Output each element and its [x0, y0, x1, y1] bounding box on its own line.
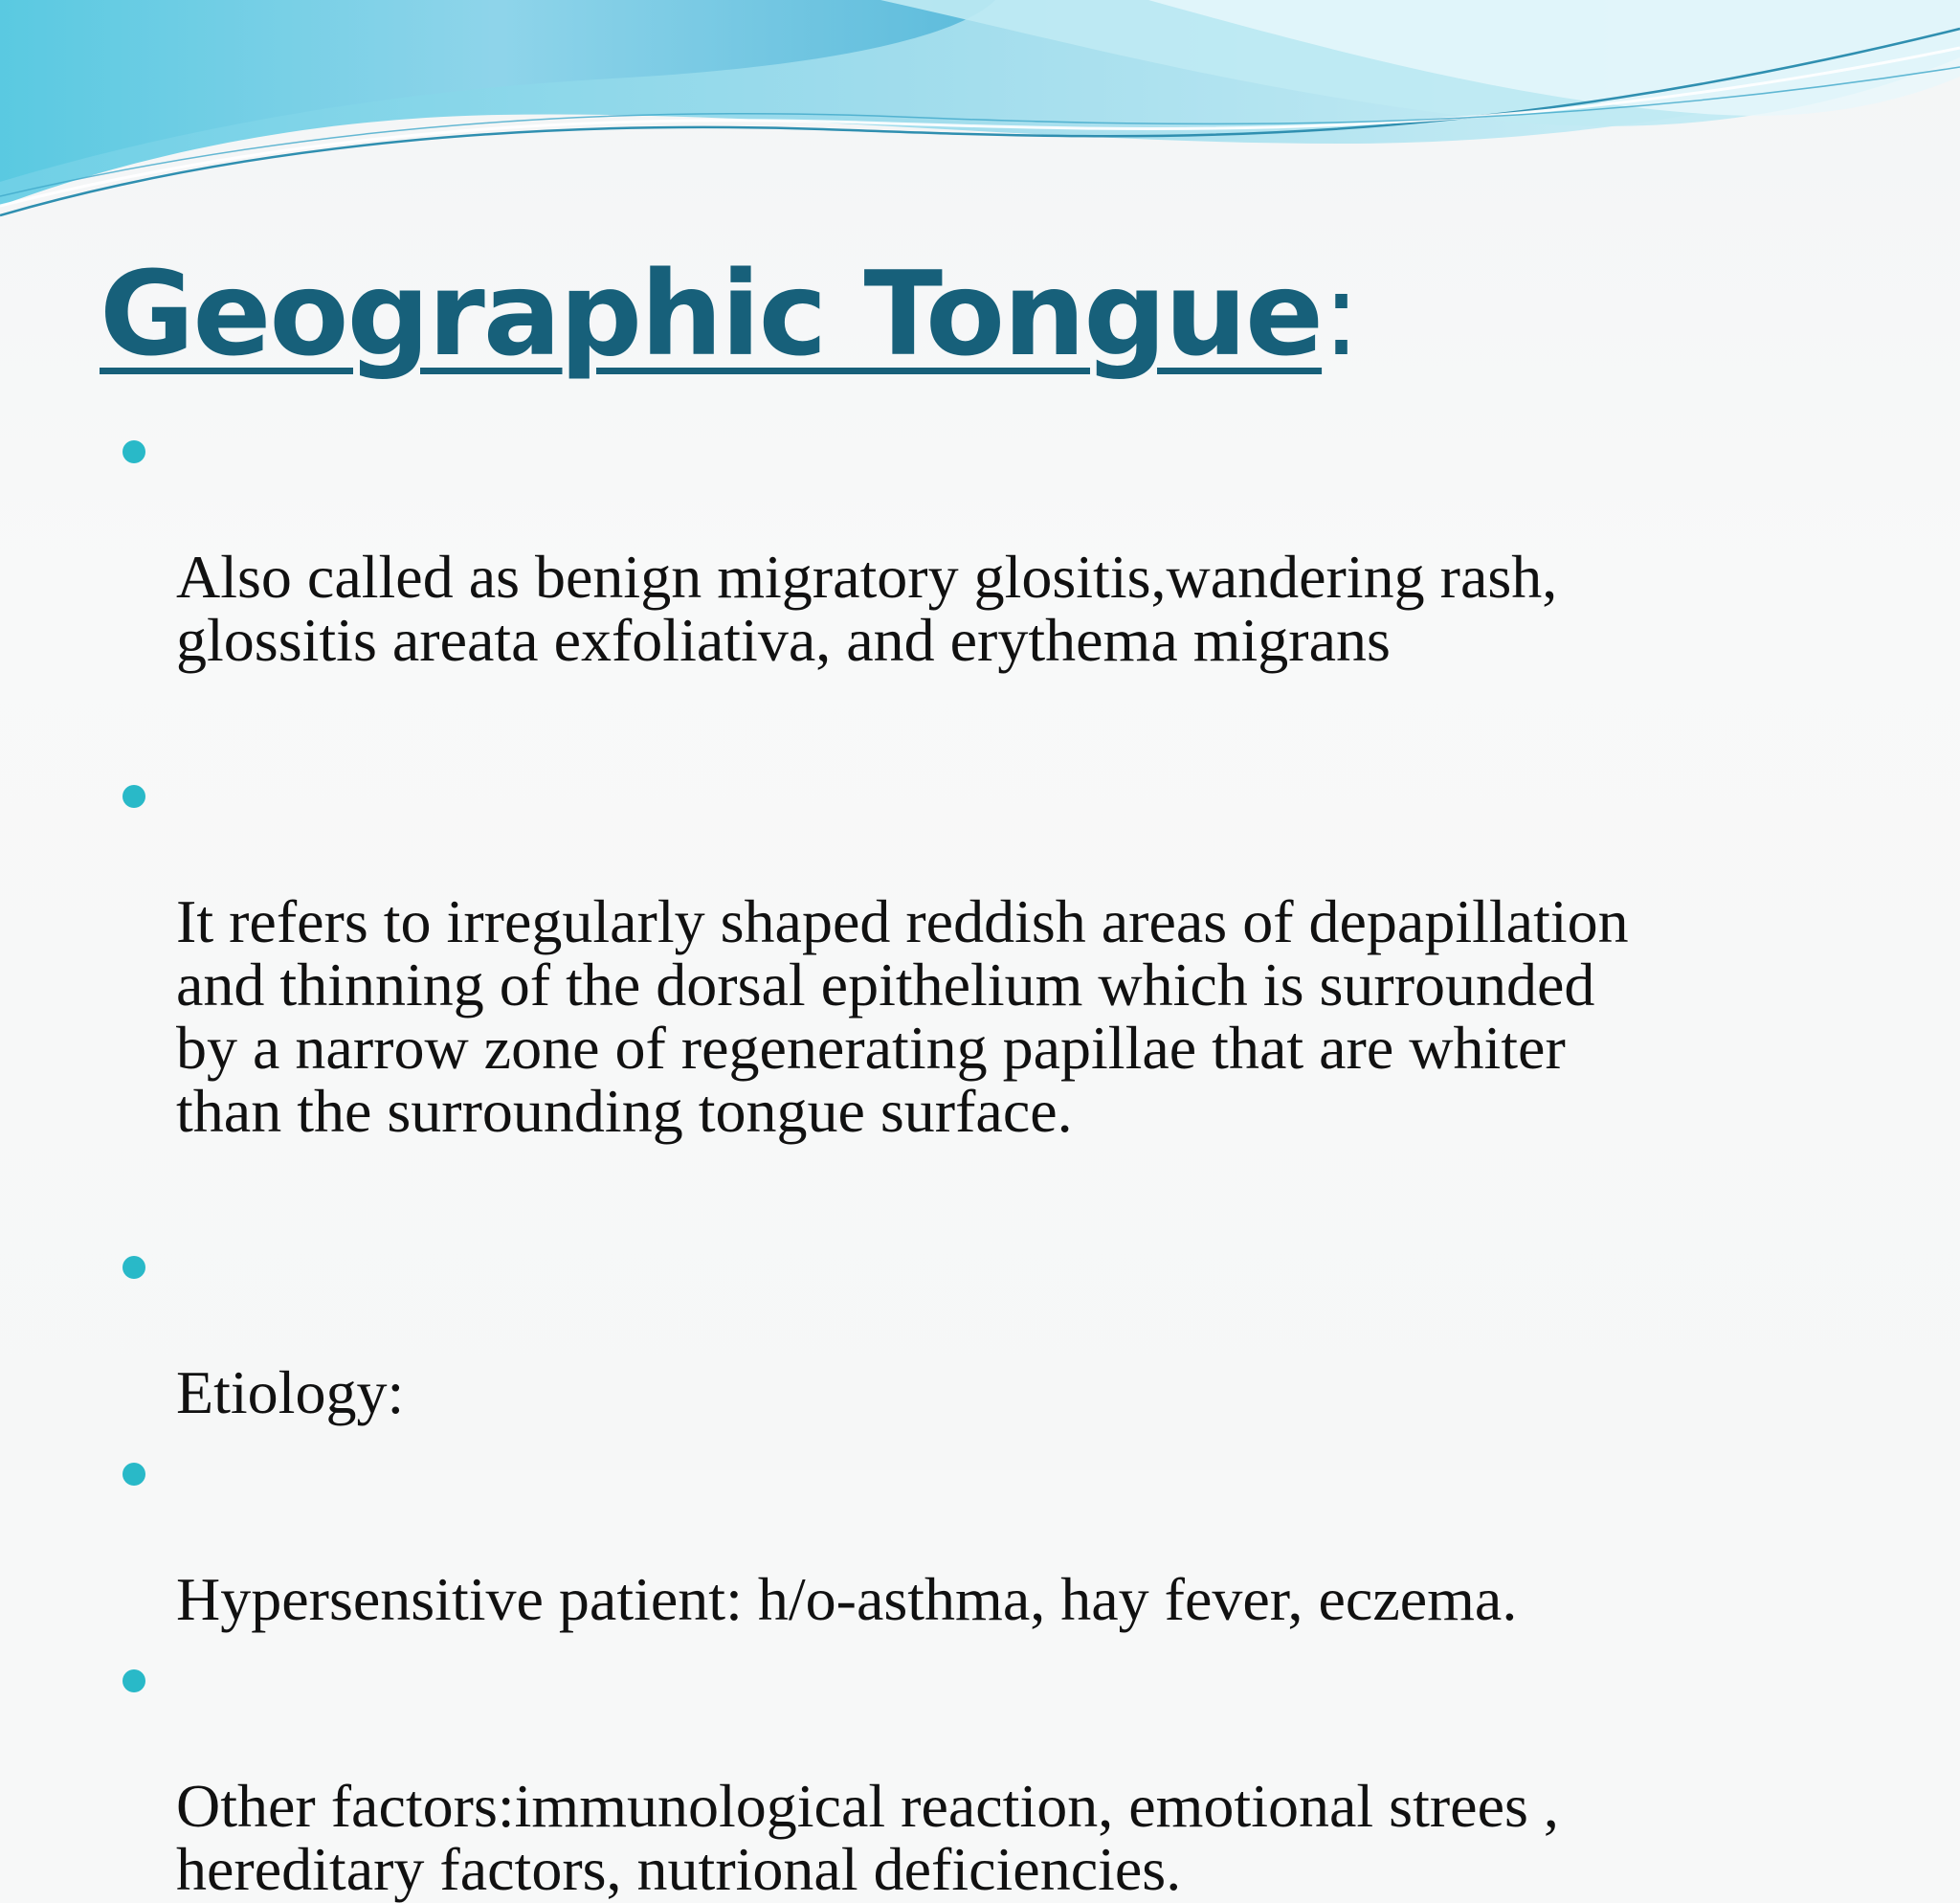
page-title [100, 247, 1359, 382]
bullet-text: Hypersensitive patient: h/o-asthma, hay fever, eczema. [176, 1565, 1518, 1633]
list-item [121, 1442, 1901, 1631]
list-item [121, 764, 1901, 1143]
list-item [121, 1235, 1901, 1424]
title-text: Geographic Tongue [100, 247, 1323, 382]
list-item [121, 419, 1901, 672]
bullet-list [121, 419, 1901, 1901]
bullet-text: It refers to irregularly shaped reddish areas of depapillation and thinning of the dorsal epithelium which is surrounded by a narrow zone of regenerating papillae that are whiter than the surrounding tongue surface. [176, 887, 1629, 1145]
bullet-text: Also called as benign migratory glositis,wandering rash, glossitis areata exfoliativa, and erythema migrans [176, 543, 1558, 674]
bullet-text: Other factors:immunological reaction, emotional strees , hereditary factors, nutrional deficiencies. [176, 1772, 1559, 1903]
header-wave-decoration [0, 0, 1960, 230]
bullet-text: Etiology: [176, 1358, 405, 1426]
bullet-dot-icon [122, 1256, 145, 1279]
bullet-dot-icon [122, 785, 145, 808]
bullet-dot-icon [122, 440, 145, 463]
title-colon: : [1322, 247, 1359, 382]
list-item [121, 1648, 1901, 1901]
bullet-dot-icon [122, 1669, 145, 1692]
bullet-dot-icon [122, 1463, 145, 1486]
